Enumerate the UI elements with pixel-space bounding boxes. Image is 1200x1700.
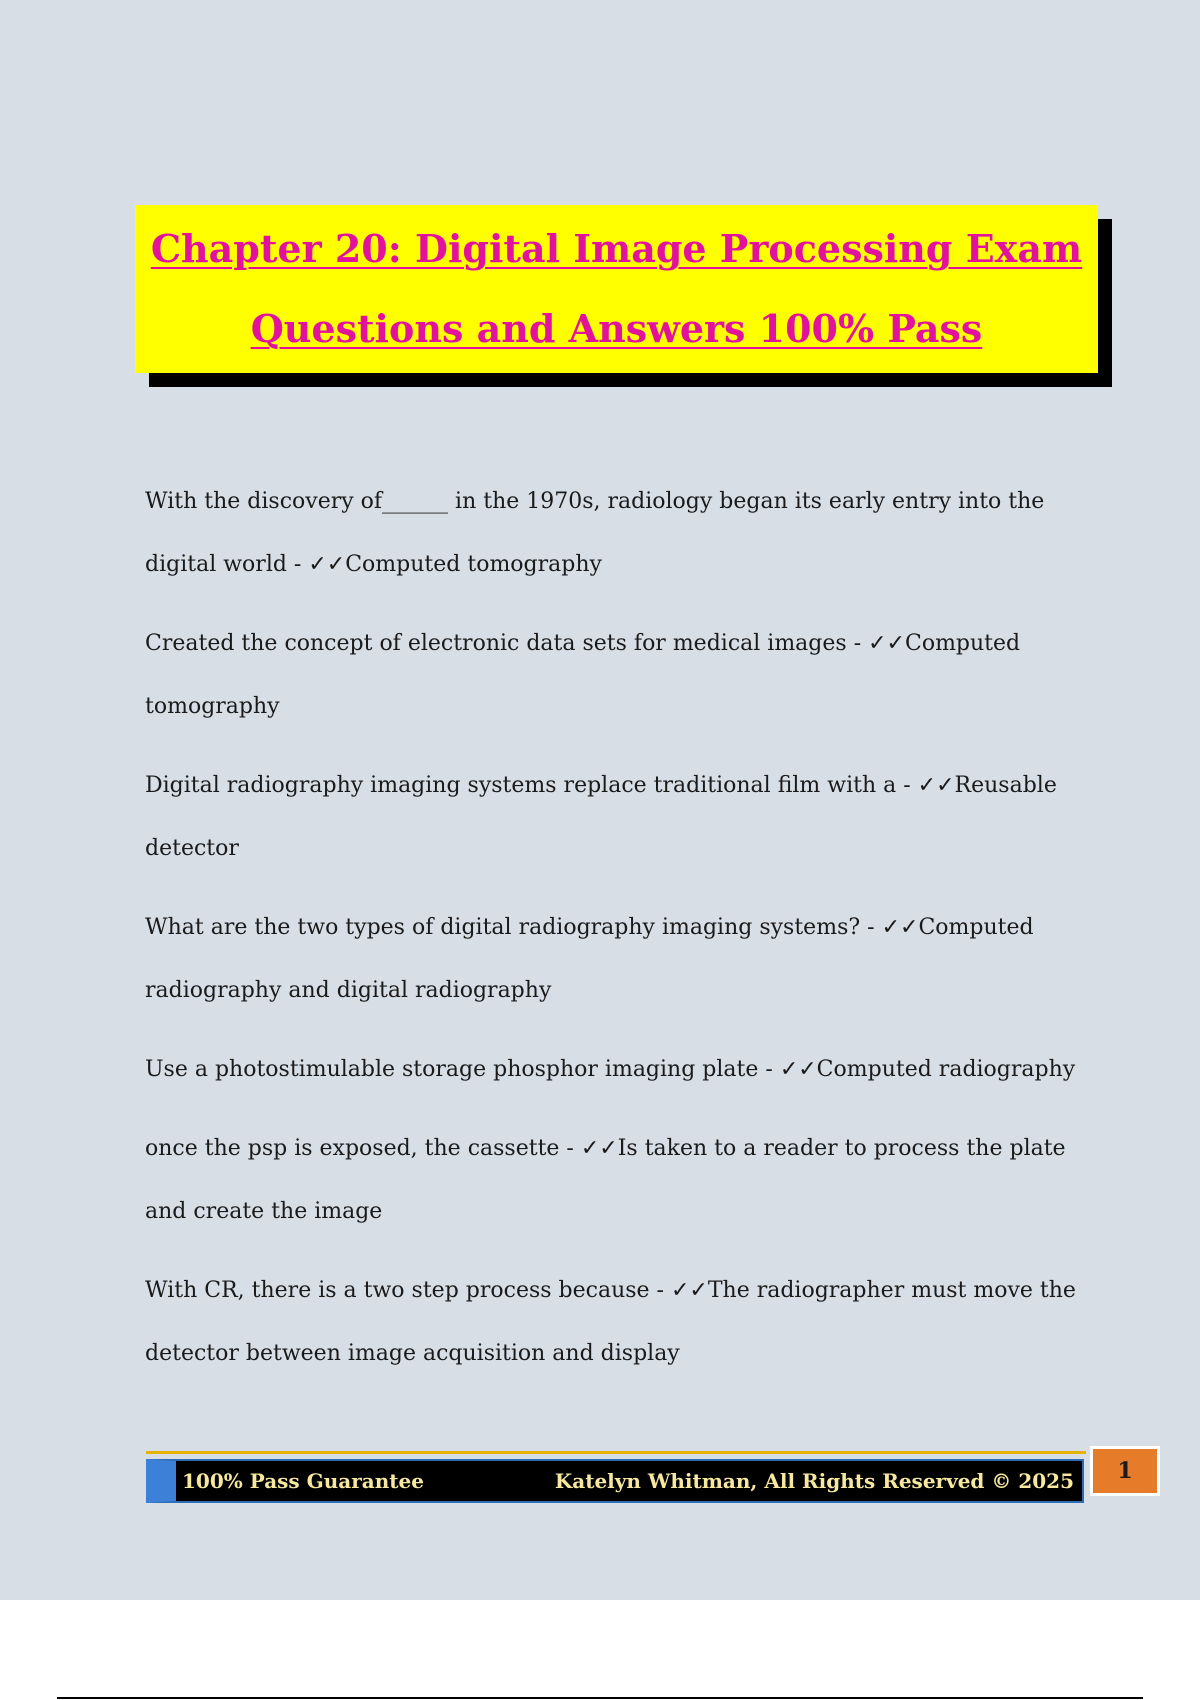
footer-bar: [146, 1459, 1084, 1503]
qa-answer: ✓✓Computed radiography and digital radiography: [145, 915, 1034, 1003]
page-number: 1: [1090, 1446, 1160, 1496]
qa-item: [145, 612, 1080, 738]
qa-answer: ✓✓Reusable detector: [145, 773, 1057, 861]
footer-divider: [146, 1451, 1086, 1454]
qa-question: With CR, there is a two step process because: [145, 1278, 650, 1303]
qa-separator: -: [896, 773, 918, 798]
qa-item: [145, 1117, 1080, 1243]
qa-answer: ✓✓Computed tomography: [145, 631, 1021, 719]
qa-item: [145, 1259, 1080, 1385]
qa-item: [145, 470, 1080, 596]
qa-separator: -: [846, 631, 869, 656]
qa-answer: ✓✓Is taken to a reader to process the plate and create the image: [145, 1136, 1066, 1224]
qa-answer: ✓✓The radiographer must move the detector between image acquisition and display: [145, 1278, 1076, 1366]
title-line-2: Questions and Answers 100% Pass: [250, 306, 983, 351]
qa-item: [145, 754, 1080, 880]
qa-question: Digital radiography imaging systems replace traditional film with a: [145, 773, 897, 798]
qa-separator: -: [286, 552, 309, 577]
qa-answer: ✓✓Computed radiography: [779, 1057, 1076, 1082]
qa-separator: -: [649, 1278, 671, 1303]
qa-question: once the psp is exposed, the cassette: [145, 1136, 560, 1161]
footer-left-text: 100% Pass Guarantee: [182, 1469, 424, 1493]
qa-item: [145, 896, 1080, 1022]
qa-separator: -: [860, 915, 882, 940]
qa-answer: ✓✓Computed tomography: [308, 552, 602, 577]
title-banner: [135, 205, 1098, 373]
qa-question: Created the concept of electronic data sets for medical images: [145, 631, 847, 656]
qa-separator: -: [559, 1136, 581, 1161]
title-line-1: Chapter 20: Digital Image Processing Exam: [150, 226, 1083, 271]
qa-item: [145, 1038, 1080, 1101]
qa-separator: -: [758, 1057, 780, 1082]
next-page-divider: [57, 1697, 1143, 1699]
footer-right-text: Katelyn Whitman, All Rights Reserved © 2025: [554, 1469, 1074, 1493]
qa-question: With the discovery of______ in the 1970s, radiology began its early entry into the digital world: [145, 489, 1045, 577]
qa-question: What are the two types of digital radiography imaging systems?: [145, 915, 861, 940]
qa-list: [145, 470, 1080, 1401]
qa-question: Use a photostimulable storage phosphor imaging plate: [145, 1057, 759, 1082]
